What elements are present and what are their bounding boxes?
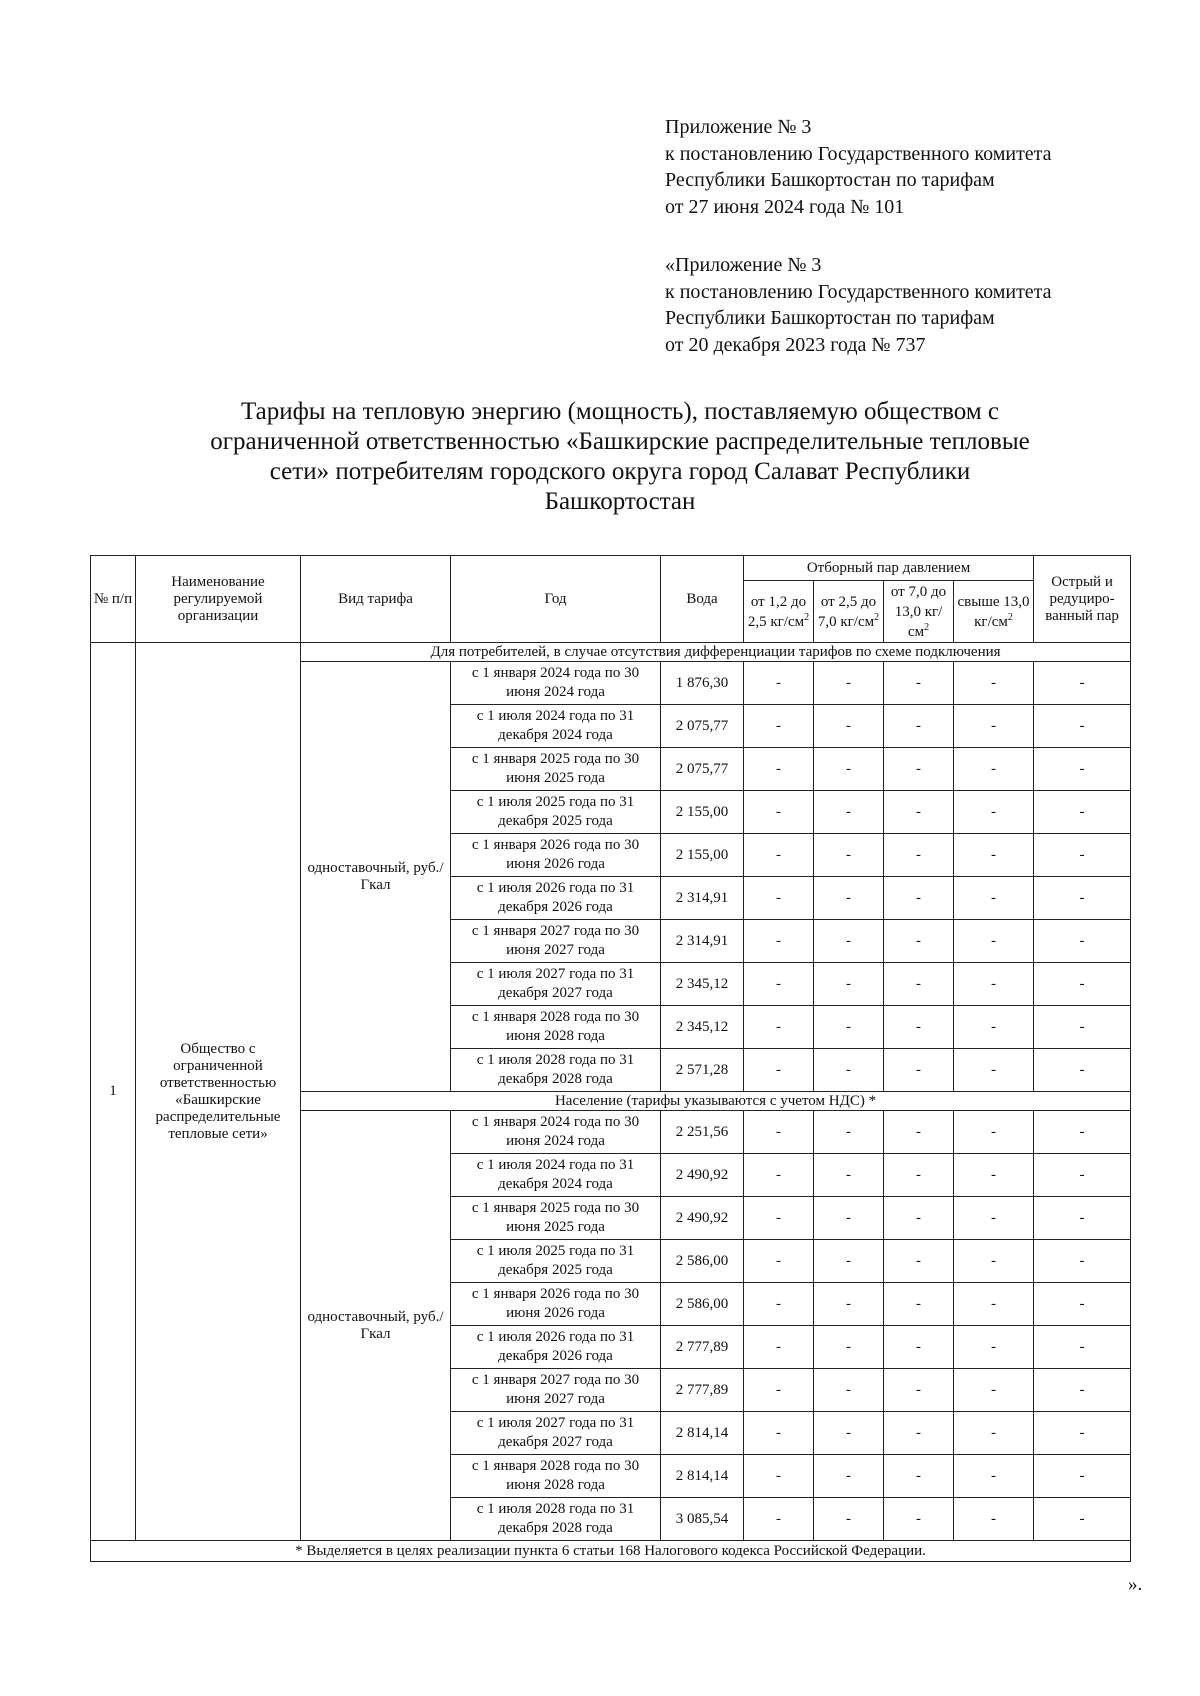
empty-tariff-cell: - — [814, 1283, 884, 1326]
empty-tariff-cell: - — [884, 1326, 954, 1369]
water-tariff-cell: 2 345,12 — [661, 963, 744, 1006]
empty-tariff-cell: - — [954, 920, 1034, 963]
empty-tariff-cell: - — [884, 834, 954, 877]
organization-name: Общество с ограниченной ответственностью «Башкирские распределительные тепловые сети» — [136, 643, 301, 1541]
empty-tariff-cell: - — [744, 1412, 814, 1455]
empty-tariff-cell: - — [814, 1326, 884, 1369]
empty-tariff-cell: - — [1034, 1326, 1131, 1369]
empty-tariff-cell: - — [954, 1197, 1034, 1240]
water-tariff-cell: 2 571,28 — [661, 1049, 744, 1092]
appendix-header-current — [665, 114, 1052, 220]
period-cell: с 1 января 2028 года по 30 июня 2028 года — [451, 1006, 661, 1049]
empty-tariff-cell: - — [884, 1498, 954, 1541]
water-tariff-cell: 2 155,00 — [661, 791, 744, 834]
empty-tariff-cell: - — [1034, 1049, 1131, 1092]
empty-tariff-cell: - — [744, 963, 814, 1006]
water-tariff-cell: 2 314,91 — [661, 920, 744, 963]
empty-tariff-cell: - — [884, 1240, 954, 1283]
empty-tariff-cell: - — [744, 1498, 814, 1541]
header-pressure-1: от 1,2 до 2,5 $кг/см^2$ — [744, 581, 814, 643]
empty-tariff-cell: - — [1034, 1154, 1131, 1197]
water-tariff-cell: 2 251,56 — [661, 1111, 744, 1154]
period-cell: с 1 января 2025 года по 30 июня 2025 года — [451, 1197, 661, 1240]
empty-tariff-cell: - — [744, 1240, 814, 1283]
water-tariff-cell: 2 075,77 — [661, 748, 744, 791]
closing-quote: ». — [1128, 1574, 1143, 1595]
empty-tariff-cell: - — [814, 748, 884, 791]
header-kind: Вид тарифа — [301, 556, 451, 643]
empty-tariff-cell: - — [884, 1049, 954, 1092]
header-line: Республики Башкортостан по тарифам — [665, 307, 995, 329]
empty-tariff-cell: - — [814, 1240, 884, 1283]
empty-tariff-cell: - — [954, 1283, 1034, 1326]
empty-tariff-cell: - — [744, 1154, 814, 1197]
period-cell: с 1 июля 2027 года по 31 декабря 2027 года — [451, 1412, 661, 1455]
empty-tariff-cell: - — [744, 1455, 814, 1498]
header-line: к постановлению Государственного комитета — [665, 142, 1052, 165]
empty-tariff-cell: - — [954, 1111, 1034, 1154]
empty-tariff-cell: - — [744, 1283, 814, 1326]
period-cell: с 1 января 2026 года по 30 июня 2026 года — [451, 834, 661, 877]
period-cell: с 1 июля 2025 года по 31 декабря 2025 года — [451, 791, 661, 834]
header-line: от 27 июня 2024 года № 101 — [665, 195, 905, 218]
empty-tariff-cell: - — [954, 662, 1034, 705]
empty-tariff-cell: - — [954, 791, 1034, 834]
empty-tariff-cell: - — [744, 705, 814, 748]
empty-tariff-cell: - — [1034, 877, 1131, 920]
empty-tariff-cell: - — [884, 791, 954, 834]
empty-tariff-cell: - — [1034, 662, 1131, 705]
empty-tariff-cell: - — [954, 1240, 1034, 1283]
header-org: Наименование регулируемой организации — [136, 556, 301, 643]
empty-tariff-cell: - — [954, 748, 1034, 791]
period-cell: с 1 июля 2026 года по 31 декабря 2026 года — [451, 1326, 661, 1369]
water-tariff-cell: 3 085,54 — [661, 1498, 744, 1541]
empty-tariff-cell: - — [954, 1369, 1034, 1412]
empty-tariff-cell: - — [744, 1197, 814, 1240]
appendix-header-original — [665, 252, 1052, 358]
period-cell: с 1 января 2026 года по 30 июня 2026 года — [451, 1283, 661, 1326]
empty-tariff-cell: - — [1034, 705, 1131, 748]
header-line: от 20 декабря 2023 года № 737 — [665, 333, 926, 356]
empty-tariff-cell: - — [1034, 834, 1131, 877]
empty-tariff-cell: - — [814, 1049, 884, 1092]
empty-tariff-cell: - — [814, 662, 884, 705]
section-title: Для потребителей, в случае отсутствия дифференциации тарифов по схеме подключения — [301, 643, 1131, 662]
tariff-type: одноставочный, руб./Гкал — [301, 1111, 451, 1541]
document-title — [120, 397, 1120, 517]
empty-tariff-cell: - — [954, 834, 1034, 877]
title-line: Башкортостан — [544, 488, 696, 515]
empty-tariff-cell: - — [954, 963, 1034, 1006]
empty-tariff-cell: - — [884, 963, 954, 1006]
water-tariff-cell: 2 490,92 — [661, 1197, 744, 1240]
empty-tariff-cell: - — [1034, 1369, 1131, 1412]
section-title: Население (тарифы указываются с учетом НДС) * — [301, 1092, 1131, 1111]
empty-tariff-cell: - — [744, 748, 814, 791]
empty-tariff-cell: - — [884, 1197, 954, 1240]
period-cell: с 1 января 2024 года по 30 июня 2024 года — [451, 662, 661, 705]
header-steam-group: Отборный пар давлением — [744, 556, 1034, 581]
title-line: сети» потребителям городского округа город Салават Республики — [269, 458, 971, 485]
empty-tariff-cell: - — [954, 1455, 1034, 1498]
empty-tariff-cell: - — [814, 877, 884, 920]
empty-tariff-cell: - — [814, 963, 884, 1006]
header-num: № п/п — [91, 556, 136, 643]
empty-tariff-cell: - — [1034, 1240, 1131, 1283]
empty-tariff-cell: - — [744, 1326, 814, 1369]
period-cell: с 1 июля 2024 года по 31 декабря 2024 года — [451, 705, 661, 748]
empty-tariff-cell: - — [884, 1455, 954, 1498]
empty-tariff-cell: - — [814, 1111, 884, 1154]
empty-tariff-cell: - — [954, 1412, 1034, 1455]
header-year: Год — [451, 556, 661, 643]
header-pressure-2: от 2,5 до 7,0 $кг/см^2$ — [814, 581, 884, 643]
tariff-type: одноставочный, руб./Гкал — [301, 662, 451, 1092]
header-water: Вода — [661, 556, 744, 643]
empty-tariff-cell: - — [744, 1111, 814, 1154]
empty-tariff-cell: - — [1034, 963, 1131, 1006]
empty-tariff-cell: - — [884, 920, 954, 963]
period-cell: с 1 июля 2024 года по 31 декабря 2024 года — [451, 1154, 661, 1197]
empty-tariff-cell: - — [954, 1326, 1034, 1369]
empty-tariff-cell: - — [744, 1049, 814, 1092]
empty-tariff-cell: - — [954, 1154, 1034, 1197]
water-tariff-cell: 2 586,00 — [661, 1283, 744, 1326]
empty-tariff-cell: - — [744, 1369, 814, 1412]
empty-tariff-cell: - — [954, 1006, 1034, 1049]
empty-tariff-cell: - — [814, 834, 884, 877]
period-cell: с 1 июля 2027 года по 31 декабря 2027 года — [451, 963, 661, 1006]
empty-tariff-cell: - — [744, 920, 814, 963]
empty-tariff-cell: - — [814, 1197, 884, 1240]
empty-tariff-cell: - — [884, 1412, 954, 1455]
empty-tariff-cell: - — [814, 1369, 884, 1412]
empty-tariff-cell: - — [1034, 748, 1131, 791]
empty-tariff-cell: - — [1034, 1006, 1131, 1049]
water-tariff-cell: 2 814,14 — [661, 1412, 744, 1455]
empty-tariff-cell: - — [1034, 1412, 1131, 1455]
header-line: Приложение № 3 — [665, 116, 812, 138]
water-tariff-cell: 2 777,89 — [661, 1369, 744, 1412]
empty-tariff-cell: - — [1034, 920, 1131, 963]
empty-tariff-cell: - — [954, 1498, 1034, 1541]
header-pressure-4: свыше 13,0 $кг/см^2$ — [954, 581, 1034, 643]
water-tariff-cell: 2 814,14 — [661, 1455, 744, 1498]
title-line: Тарифы на тепловую энергию (мощность), поставляемую обществом с — [240, 398, 999, 425]
empty-tariff-cell: - — [814, 1154, 884, 1197]
empty-tariff-cell: - — [814, 705, 884, 748]
period-cell: с 1 июля 2026 года по 31 декабря 2026 года — [451, 877, 661, 920]
empty-tariff-cell: - — [954, 705, 1034, 748]
empty-tariff-cell: - — [744, 834, 814, 877]
empty-tariff-cell: - — [814, 791, 884, 834]
header-line: Республики Башкортостан по тарифам — [665, 169, 995, 191]
header-line: к постановлению Государственного комитета — [665, 280, 1052, 303]
header-line: «Приложение № 3 — [665, 254, 822, 276]
empty-tariff-cell: - — [814, 1006, 884, 1049]
empty-tariff-cell: - — [814, 920, 884, 963]
empty-tariff-cell: - — [884, 1369, 954, 1412]
empty-tariff-cell: - — [814, 1455, 884, 1498]
water-tariff-cell: 2 777,89 — [661, 1326, 744, 1369]
water-tariff-cell: 2 345,12 — [661, 1006, 744, 1049]
header-pressure-3: от 7,0 до 13,0 $кг/см^2$ — [884, 581, 954, 643]
period-cell: с 1 июля 2028 года по 31 декабря 2028 года — [451, 1049, 661, 1092]
empty-tariff-cell: - — [884, 1154, 954, 1197]
empty-tariff-cell: - — [814, 1498, 884, 1541]
empty-tariff-cell: - — [744, 791, 814, 834]
empty-tariff-cell: - — [884, 705, 954, 748]
empty-tariff-cell: - — [744, 662, 814, 705]
water-tariff-cell: 1 876,30 — [661, 662, 744, 705]
empty-tariff-cell: - — [884, 662, 954, 705]
empty-tariff-cell: - — [884, 748, 954, 791]
empty-tariff-cell: - — [1034, 1498, 1131, 1541]
water-tariff-cell: 2 314,91 — [661, 877, 744, 920]
empty-tariff-cell: - — [884, 1111, 954, 1154]
empty-tariff-cell: - — [1034, 1197, 1131, 1240]
period-cell: с 1 января 2027 года по 30 июня 2027 года — [451, 1369, 661, 1412]
header-sharp-steam: Острый и редуциро-ванный пар — [1034, 556, 1131, 643]
water-tariff-cell: 2 075,77 — [661, 705, 744, 748]
tariff-table — [90, 555, 1131, 1562]
empty-tariff-cell: - — [744, 877, 814, 920]
period-cell: с 1 января 2024 года по 30 июня 2024 года — [451, 1111, 661, 1154]
empty-tariff-cell: - — [814, 1412, 884, 1455]
period-cell: с 1 января 2027 года по 30 июня 2027 года — [451, 920, 661, 963]
empty-tariff-cell: - — [1034, 1111, 1131, 1154]
empty-tariff-cell: - — [1034, 791, 1131, 834]
footnote: * Выделяется в целях реализации пункта 6 статьи 168 Налогового кодекса Российской Федерации. — [91, 1541, 1131, 1562]
empty-tariff-cell: - — [954, 877, 1034, 920]
empty-tariff-cell: - — [1034, 1283, 1131, 1326]
water-tariff-cell: 2 490,92 — [661, 1154, 744, 1197]
empty-tariff-cell: - — [884, 1006, 954, 1049]
water-tariff-cell: 2 155,00 — [661, 834, 744, 877]
empty-tariff-cell: - — [954, 1049, 1034, 1092]
empty-tariff-cell: - — [884, 1283, 954, 1326]
empty-tariff-cell: - — [884, 877, 954, 920]
row-number: 1 — [91, 643, 136, 1541]
period-cell: с 1 июля 2025 года по 31 декабря 2025 года — [451, 1240, 661, 1283]
period-cell: с 1 июля 2028 года по 31 декабря 2028 года — [451, 1498, 661, 1541]
title-line: ограниченной ответственностью «Башкирские распределительные тепловые — [210, 428, 1030, 455]
empty-tariff-cell: - — [744, 1006, 814, 1049]
empty-tariff-cell: - — [1034, 1455, 1131, 1498]
period-cell: с 1 января 2028 года по 30 июня 2028 года — [451, 1455, 661, 1498]
water-tariff-cell: 2 586,00 — [661, 1240, 744, 1283]
period-cell: с 1 января 2025 года по 30 июня 2025 года — [451, 748, 661, 791]
